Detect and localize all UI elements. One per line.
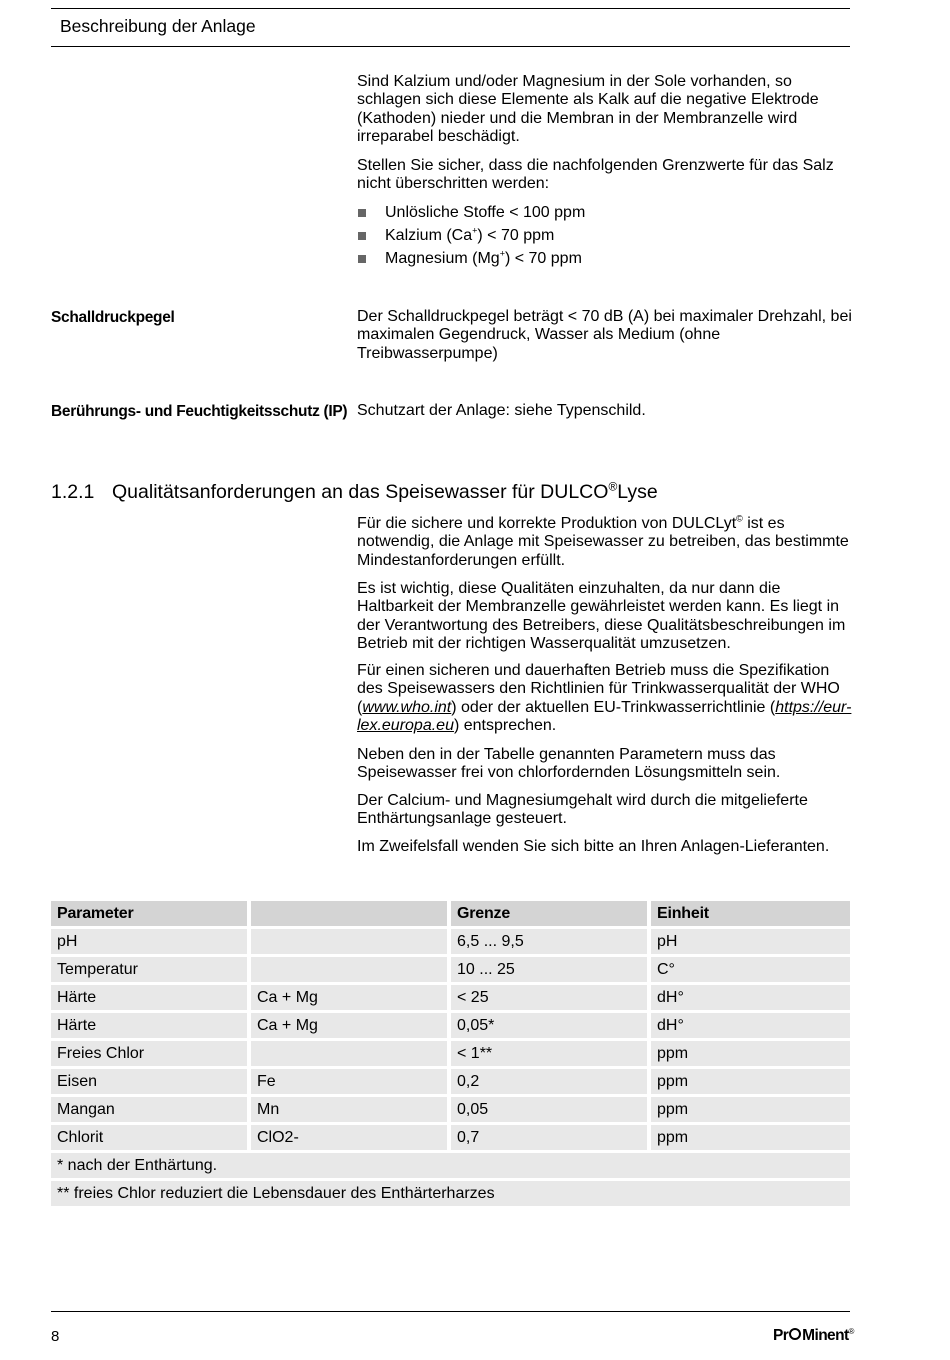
logo-ring-icon [789, 1328, 801, 1340]
footer-rule [51, 1311, 850, 1312]
sound-pressure-text: Der Schalldruckpegel beträgt < 70 dB (A) bei maximaler Drehzahl, bei maximalen Gegendruck, Wasser als Medium (ohne Treibwasserpumpe) [357, 308, 852, 362]
table-row [51, 1069, 850, 1094]
feedwater-paragraph-2: Es ist wichtig, diese Qualitäten einzuhalten, da nur dann die Haltbarkeit der Membranzelle gewährleistet werden kann. Es liegt in der Verantwortung des Betreibers, diese Qualitätsbeschreibungen im Betrieb mit der richtigen Wasserqualität umzusetzen. [357, 580, 846, 652]
section-title: Qualitätsanforderungen an das Speisewasser für DULCO®Lyse [112, 479, 658, 503]
table-cell: Freies Chlor [51, 1041, 251, 1066]
table-note-row [51, 1153, 850, 1178]
square-bullet-icon [358, 209, 366, 217]
table-cell: Fe [251, 1069, 451, 1094]
table-cell [251, 1041, 451, 1066]
table-cell: Ca + Mg [251, 1013, 451, 1038]
table-cell: 10 ... 25 [451, 957, 651, 982]
protection-label: Berührungs- und Feuchtigkeitsschutz (IP) [51, 403, 348, 420]
table-cell: Mn [251, 1097, 451, 1122]
table-cell: < 1** [451, 1041, 651, 1066]
table-cell: ClO2- [251, 1125, 451, 1150]
table-cell: Eisen [51, 1069, 251, 1094]
list-item: Kalzium (Ca+) < 70 ppm [357, 227, 585, 250]
table-cell: Chlorit [51, 1125, 251, 1150]
table-row [51, 957, 850, 982]
table-cell [251, 929, 451, 954]
table-cell [251, 957, 451, 982]
square-bullet-icon [358, 255, 366, 263]
protection-text: Schutzart der Anlage: siehe Typenschild. [357, 402, 646, 419]
table-row [51, 929, 850, 954]
salt-limits-list [357, 204, 585, 273]
table-cell: < 25 [451, 985, 651, 1010]
table-cell: ppm [651, 1041, 850, 1066]
table-cell: ppm [651, 1069, 850, 1094]
feedwater-paragraph-4: Neben den in der Tabelle genannten Parametern muss das Speisewasser frei von chlorfordernden Lösungsmitteln sein. [357, 746, 781, 782]
feedwater-paragraph-6: Im Zweifelsfall wenden Sie sich bitte an Ihren Anlagen-Lieferanten. [357, 838, 830, 855]
section-number: 1.2.1 [51, 481, 95, 503]
table-row [51, 985, 850, 1010]
page-header-title: Beschreibung der Anlage [60, 16, 256, 36]
square-bullet-icon [358, 232, 366, 240]
feedwater-paragraph-1: Für die sichere und korrekte Produktion von DULCLyt© ist es notwendig, die Anlage mit Speisewasser zu betreiben, das bestimmte Mindestanforderungen erfüllt. [357, 513, 849, 569]
table-cell: 0,7 [451, 1125, 651, 1150]
who-link[interactable]: www.who.int [362, 698, 452, 716]
brine-paragraph-1: Sind Kalzium und/oder Magnesium in der Sole vorhanden, so schlagen sich diese Elemente als Kalk auf die negative Elektrode (Kathoden) nieder und die Membran in der Membranzelle wird irreparabel beschädigt. [357, 73, 819, 145]
table-row [51, 1013, 850, 1038]
table-note-row [51, 1181, 850, 1206]
column-header-grenze: Grenze [451, 901, 651, 926]
table-cell: Ca + Mg [251, 985, 451, 1010]
table-row [51, 1125, 850, 1150]
table-cell: Temperatur [51, 957, 251, 982]
feedwater-paragraph-5: Der Calcium- und Magnesiumgehalt wird durch die mitgelieferte Enthärtungsanlage gesteuert. [357, 792, 808, 828]
column-header-blank [251, 901, 451, 926]
table-cell: 0,05* [451, 1013, 651, 1038]
table-header-row [51, 901, 850, 926]
table-cell: Härte [51, 985, 251, 1010]
table-cell: C° [651, 957, 850, 982]
table-cell: pH [51, 929, 251, 954]
header-bottom-rule [51, 46, 850, 47]
brine-paragraph-2: Stellen Sie sicher, dass die nachfolgenden Grenzwerte für das Salz nicht überschritten werden: [357, 157, 834, 193]
eur-lex-link[interactable]: https://eur-lex.europa.eu [357, 698, 852, 734]
table-cell: dH° [651, 985, 850, 1010]
header-top-rule [51, 8, 850, 9]
table-footnote: ** freies Chlor reduziert die Lebensdauer des Enthärterharzes [51, 1181, 850, 1206]
table-row [51, 1097, 850, 1122]
table-cell: 0,2 [451, 1069, 651, 1094]
table-cell: Mangan [51, 1097, 251, 1122]
column-header-parameter: Parameter [51, 901, 251, 926]
table-footnote: * nach der Enthärtung. [51, 1153, 850, 1178]
table-cell: 6,5 ... 9,5 [451, 929, 651, 954]
table-cell: ppm [651, 1097, 850, 1122]
feedwater-spec-table [51, 898, 850, 1209]
table-cell: 0,05 [451, 1097, 651, 1122]
table-cell: ppm [651, 1125, 850, 1150]
sound-pressure-label: Schalldruckpegel [51, 309, 175, 326]
list-item: Unlösliche Stoffe < 100 ppm [357, 204, 585, 227]
page-number: 8 [51, 1328, 60, 1345]
list-item: Magnesium (Mg+) < 70 ppm [357, 250, 585, 273]
table-cell: pH [651, 929, 850, 954]
table-cell: Härte [51, 1013, 251, 1038]
table-row [51, 1041, 850, 1066]
prominent-logo: Pr Minent® [773, 1326, 854, 1344]
feedwater-paragraph-3: Für einen sicheren und dauerhaften Betrieb muss die Spezifikation des Speisewassers den Richtlinien für Trinkwasserqualität der WHO (www.who.int) oder der aktuellen EU-Trinkwasserrichtlinie (https://eur-lex.europa.eu) entsprechen. [357, 662, 852, 734]
column-header-einheit: Einheit [651, 901, 850, 926]
table-cell: dH° [651, 1013, 850, 1038]
